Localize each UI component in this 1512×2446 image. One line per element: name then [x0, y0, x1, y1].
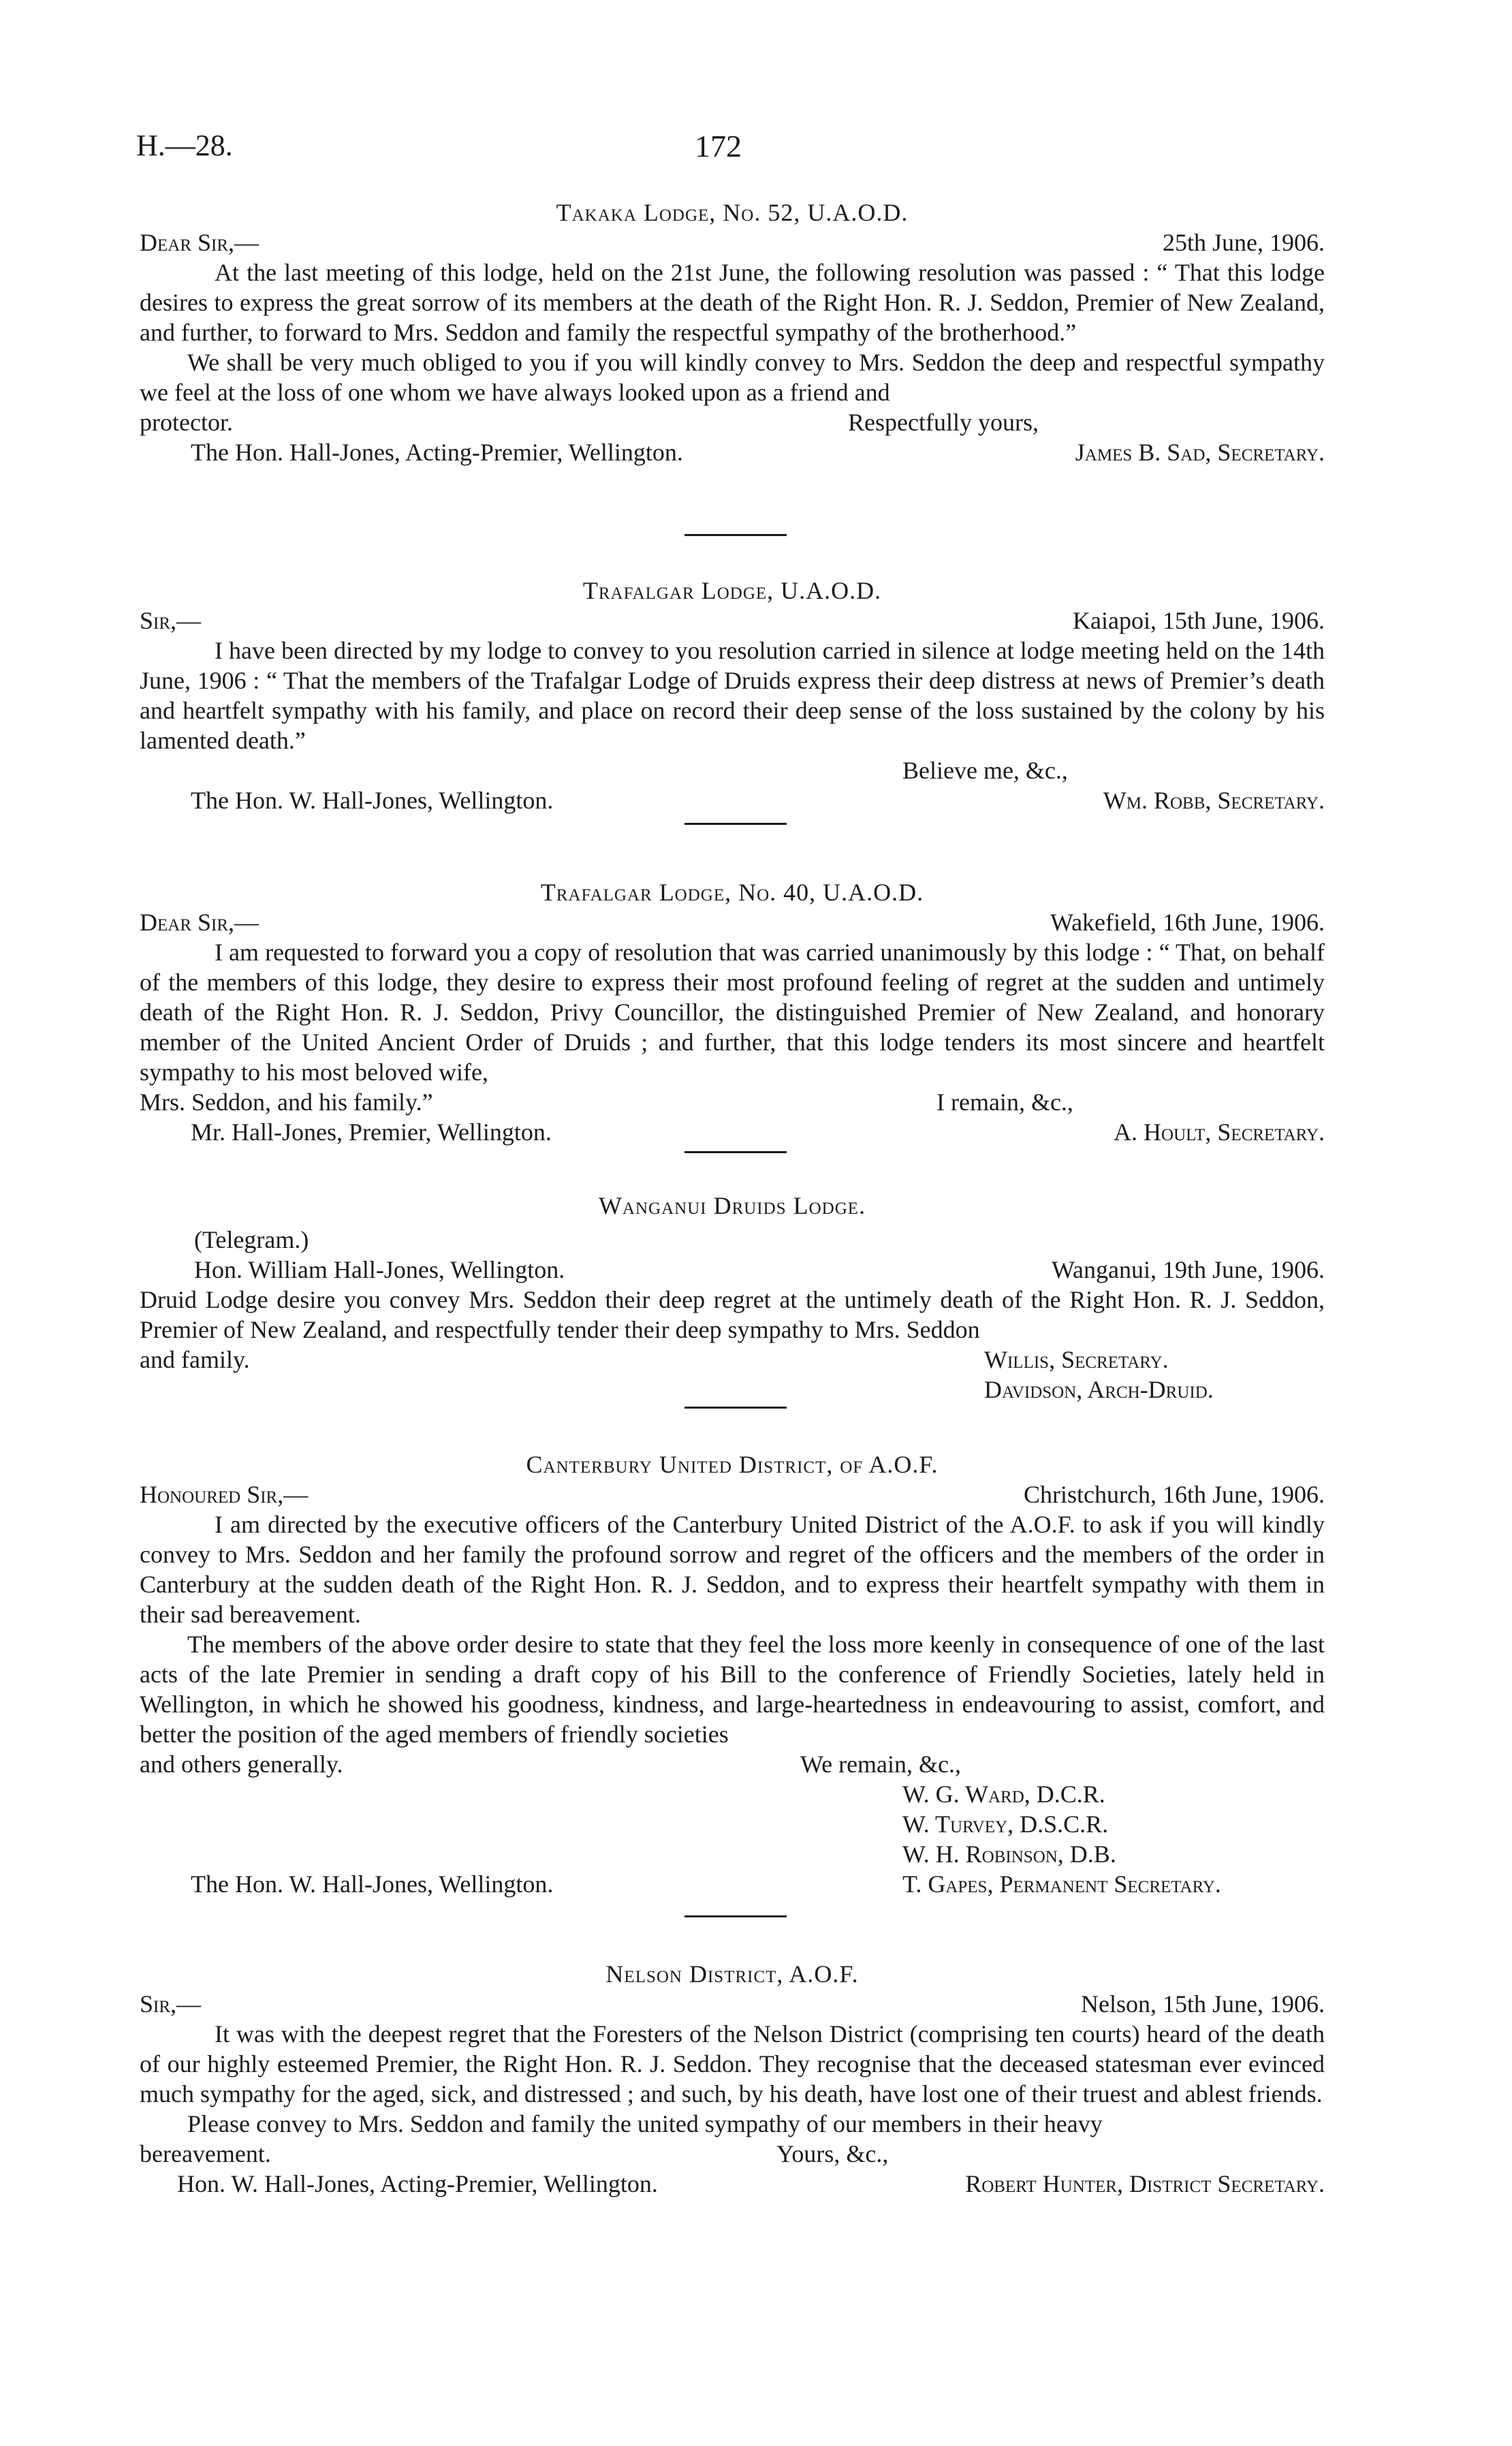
closing: Respectfully yours, — [848, 409, 1039, 436]
letter-date: 25th June, 1906. — [1163, 229, 1325, 256]
signature: James B. Sad, Secretary. — [1075, 439, 1325, 466]
letter-title: Trafalgar Lodge, No. 40, U.A.O.D. — [540, 879, 924, 906]
letter-date: Wanganui, 19th June, 1906. — [1051, 1256, 1325, 1283]
document-reference: H.—28. — [136, 129, 233, 162]
salutation: Sir,— — [140, 1990, 202, 2018]
letter-paragraph: I am directed by the executive officers of the Canterbury United District of the A.O.F. to ask if you will kindly convey to Mrs. Seddon and her family the profound sorrow and regret of the officers and the members of the order in Canterbury at the sudden death of the Right Hon. R. J. Seddon, and to express their heartfelt sympathy with them in their sad bereavement. — [140, 1511, 1325, 1628]
letter-date: Nelson, 15th June, 1906. — [1081, 1990, 1325, 2018]
letter-date: Wakefield, 16th June, 1906. — [1050, 909, 1325, 936]
letter-canterbury-united-district — [140, 1449, 1325, 1899]
addressee: The Hon. W. Hall-Jones, Wellington. — [191, 1870, 554, 1898]
signature: Davidson, Arch-Druid. — [984, 1376, 1214, 1403]
addressee: The Hon. W. Hall-Jones, Wellington. — [191, 787, 554, 814]
paragraph-end: and family. — [140, 1346, 250, 1373]
paragraph-end: and others generally. — [140, 1751, 343, 1778]
letter-title: Nelson District, A.O.F. — [605, 1960, 859, 1988]
letter-paragraph: I have been directed by my lodge to convey to you resolution carried in silence at lodge meeting held on the 14th June, 1906 : “ That the members of the Trafalgar Lodge of Druids express their deep distress at news of Premier’s death and heartfelt sympathy with his family, and place on record their deep sense of the loss sustained by the colony by his lamented death.” — [140, 637, 1325, 754]
signature: A. Hoult, Secretary. — [1114, 1118, 1325, 1146]
signature: W. Turvey, D.S.C.R. — [902, 1810, 1109, 1838]
section-divider — [684, 1407, 787, 1409]
salutation: Dear Sir,— — [140, 229, 259, 256]
closing: We remain, &c., — [800, 1751, 962, 1778]
section-divider — [684, 1151, 787, 1153]
paragraph-end: bereavement. — [140, 2140, 271, 2167]
letter-nelson-district — [140, 1959, 1325, 2199]
salutation: Sir,— — [140, 607, 202, 634]
letter-paragraph: It was with the deepest regret that the Foresters of the Nelson District (comprising ten courts) heard of the death of our highly esteemed Premier, the Right Hon. R. J. Seddon. They recognise that the deceased statesman ever evinced much sympathy for the aged, sick, and distressed ; and such, by his death, have lost one of their truest and ablest friends. — [140, 2020, 1325, 2107]
letter-paragraph: Please convey to Mrs. Seddon and family the united sympathy of our members in their heavy — [187, 2110, 1103, 2137]
section-divider — [684, 823, 787, 825]
letter-paragraph: I am requested to forward you a copy of resolution that was carried unanimously by this lodge : “ That, on behalf of the members of this lodge, they desire to express their most profound feeling of regret at the sudden and untimely death of the Right Hon. R. J. Seddon, Privy Councillor, the distinguished Premier of New Zealand, and honorary member of the United Ancient Order of Druids ; and further, that this lodge tenders its most sincere and heartfelt sympathy to his most beloved wife, — [140, 939, 1325, 1086]
letter-paragraph: Druid Lodge desire you convey Mrs. Seddon their deep regret at the untimely death of the Right Hon. R. J. Seddon, Premier of New Zealand, and respectfully tender their deep sympathy to Mrs. Seddon — [140, 1286, 1325, 1343]
section-divider — [684, 1915, 787, 1917]
closing: Yours, &c., — [776, 2140, 889, 2167]
page-number: 172 — [695, 129, 742, 163]
closing: Believe me, &c., — [902, 757, 1068, 784]
addressee: The Hon. Hall-Jones, Acting-Premier, Wellington. — [191, 439, 683, 466]
letter-trafalgar-lodge — [140, 576, 1325, 815]
addressee: Hon. William Hall-Jones, Wellington. — [194, 1256, 565, 1283]
paragraph-end: protector. — [140, 409, 233, 436]
closing: I remain, &c., — [936, 1088, 1073, 1116]
addressee: Mr. Hall-Jones, Premier, Wellington. — [191, 1118, 552, 1146]
signature: Willis, Secretary. — [984, 1346, 1169, 1373]
letter-trafalgar-lodge-40 — [140, 877, 1325, 1147]
letter-paragraph: We shall be very much obliged to you if you will kindly convey to Mrs. Seddon the deep and respectful sympathy we feel at the loss of one whom we have always looked upon as a friend and — [140, 349, 1325, 406]
letter-title: Wanganui Druids Lodge. — [598, 1192, 866, 1219]
signature: Wm. Robb, Secretary. — [1103, 787, 1325, 814]
salutation: Honoured Sir,— — [140, 1481, 309, 1508]
letter-date: Kaiapoi, 15th June, 1906. — [1073, 607, 1325, 634]
telegram-note: (Telegram.) — [194, 1226, 309, 1253]
signature: Robert Hunter, District Secretary. — [965, 2170, 1325, 2197]
letter-title: Canterbury United District, of A.O.F. — [526, 1451, 939, 1478]
letter-title: Takaka Lodge, No. 52, U.A.O.D. — [556, 199, 909, 226]
paragraph-end: Mrs. Seddon, and his family.” — [140, 1088, 433, 1116]
letter-paragraph: The members of the above order desire to state that they feel the loss more keenly in consequence of one of the last acts of the late Premier in sending a draft copy of his Bill to the conference of Friendly Societies, lately held in Wellington, in which he showed his goodness, kindness, and large-heartedness in endeavouring to assist, comfort, and better the position of the aged members of friendly societies — [140, 1631, 1325, 1748]
signature: W. H. Robinson, D.B. — [902, 1840, 1116, 1868]
salutation: Dear Sir,— — [140, 909, 259, 936]
letter-paragraph: At the last meeting of this lodge, held on the 21st June, the following resolution was passed : “ That this lodge desires to express the great sorrow of its members at the death of the Right Hon. R. J. Seddon, Premier of New Zealand, and further, to forward to Mrs. Seddon and family the respectful sympathy of the brotherhood.” — [140, 259, 1325, 346]
signature: W. G. Ward, D.C.R. — [902, 1781, 1105, 1808]
signature: T. Gapes, Permanent Secretary. — [902, 1870, 1221, 1898]
section-divider — [684, 534, 787, 536]
addressee: Hon. W. Hall-Jones, Acting-Premier, Wellington. — [177, 2170, 658, 2197]
letter-date: Christchurch, 16th June, 1906. — [1024, 1481, 1325, 1508]
letter-takaka-lodge — [140, 198, 1325, 467]
letter-title: Trafalgar Lodge, U.A.O.D. — [582, 577, 882, 604]
letter-wanganui-druids-lodge — [140, 1191, 1325, 1405]
